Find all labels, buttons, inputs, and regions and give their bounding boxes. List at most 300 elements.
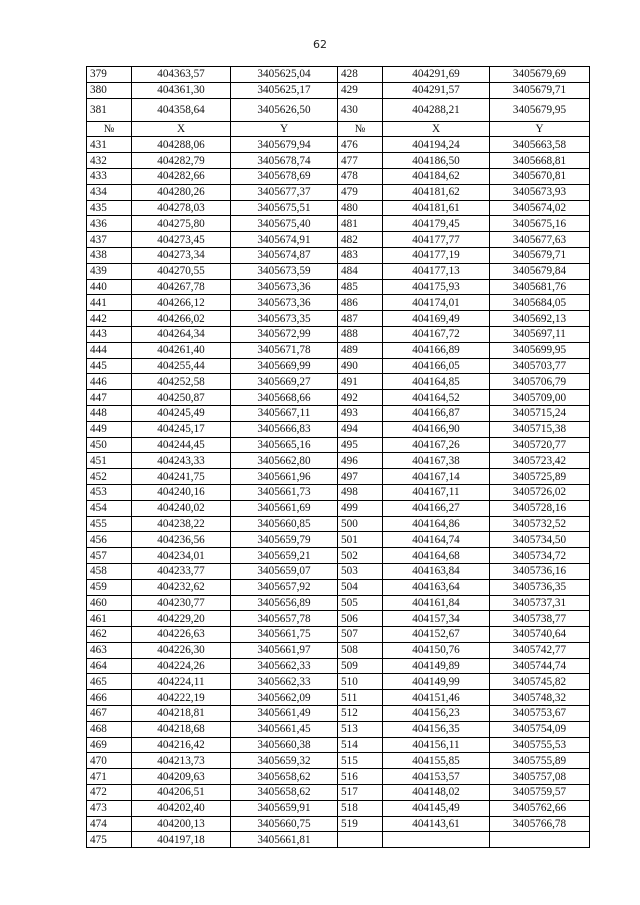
x-coordinate-cell: 404291,57 (383, 82, 490, 98)
y-coordinate-cell: 3405745,82 (490, 674, 590, 690)
point-number-cell: 474 (87, 816, 132, 832)
point-number-cell: 481 (338, 216, 383, 232)
y-coordinate-cell: 3405736,35 (490, 579, 590, 595)
x-coordinate-cell: 404213,73 (132, 753, 231, 769)
point-number-cell: 465 (87, 674, 132, 690)
point-number-cell: 445 (87, 358, 132, 374)
table-row (87, 627, 590, 643)
point-number-cell: 448 (87, 405, 132, 421)
x-coordinate-cell: 404177,19 (383, 247, 490, 263)
x-coordinate-cell: 404167,38 (383, 453, 490, 469)
y-coordinate-cell: 3405755,53 (490, 737, 590, 753)
x-coordinate-cell: 404206,51 (132, 785, 231, 801)
x-coordinate-cell: 404155,85 (383, 753, 490, 769)
x-coordinate-cell: 404280,26 (132, 184, 231, 200)
y-coordinate-cell: 3405679,71 (490, 82, 590, 98)
y-coordinate-cell: 3405759,57 (490, 785, 590, 801)
x-coordinate-cell: 404163,84 (383, 563, 490, 579)
y-coordinate-cell: 3405673,59 (231, 263, 338, 279)
x-coordinate-cell: 404261,40 (132, 342, 231, 358)
y-coordinate-cell: 3405669,27 (231, 374, 338, 390)
point-number-cell: 437 (87, 232, 132, 248)
y-coordinate-cell: 3405684,05 (490, 295, 590, 311)
point-number-cell: 466 (87, 690, 132, 706)
point-number-cell: 428 (338, 67, 383, 83)
point-number-cell: 487 (338, 311, 383, 327)
point-number-cell: 509 (338, 658, 383, 674)
point-number-cell: 450 (87, 437, 132, 453)
point-number-cell: 464 (87, 658, 132, 674)
y-coordinate-cell: 3405709,00 (490, 390, 590, 406)
table-row (87, 785, 590, 801)
point-number-cell: 456 (87, 532, 132, 548)
x-coordinate-cell: 404197,18 (132, 832, 231, 848)
y-coordinate-cell: 3405720,77 (490, 437, 590, 453)
table-row (87, 98, 590, 121)
y-coordinate-cell: 3405657,92 (231, 579, 338, 595)
x-coordinate-cell: 404166,89 (383, 342, 490, 358)
point-number-cell: 510 (338, 674, 383, 690)
table-row (87, 753, 590, 769)
y-coordinate-cell: 3405679,84 (490, 263, 590, 279)
point-number-cell: 471 (87, 769, 132, 785)
x-coordinate-cell: 404236,56 (132, 532, 231, 548)
y-coordinate-cell: 3405670,81 (490, 168, 590, 184)
point-number-cell: 433 (87, 168, 132, 184)
x-coordinate-cell: 404166,87 (383, 405, 490, 421)
y-coordinate-cell: 3405674,02 (490, 200, 590, 216)
x-coordinate-cell: 404150,76 (383, 642, 490, 658)
header-y-coordinate-cell: Y (231, 121, 338, 137)
y-coordinate-cell: 3405734,72 (490, 548, 590, 564)
y-coordinate-cell: 3405715,38 (490, 421, 590, 437)
point-number-cell: 379 (87, 67, 132, 83)
x-coordinate-cell: 404288,21 (383, 98, 490, 121)
x-coordinate-cell: 404361,30 (132, 82, 231, 98)
point-number-cell: 491 (338, 374, 383, 390)
x-coordinate-cell: 404266,02 (132, 311, 231, 327)
y-coordinate-cell: 3405672,99 (231, 326, 338, 342)
x-coordinate-cell: 404167,11 (383, 484, 490, 500)
y-coordinate-cell: 3405659,79 (231, 532, 338, 548)
x-coordinate-cell: 404175,93 (383, 279, 490, 295)
point-number-cell: 519 (338, 816, 383, 832)
point-number-cell: 380 (87, 82, 132, 98)
x-coordinate-cell: 404184,62 (383, 168, 490, 184)
x-coordinate-cell: 404229,20 (132, 611, 231, 627)
point-number-cell: 440 (87, 279, 132, 295)
x-coordinate-cell: 404264,34 (132, 326, 231, 342)
point-number-cell: 511 (338, 690, 383, 706)
x-coordinate-cell: 404209,63 (132, 769, 231, 785)
point-number-cell: 514 (338, 737, 383, 753)
y-coordinate-cell: 3405677,37 (231, 184, 338, 200)
point-number-cell: 452 (87, 469, 132, 485)
point-number-cell: 430 (338, 98, 383, 121)
table-row (87, 642, 590, 658)
point-number-cell: 478 (338, 168, 383, 184)
x-coordinate-cell: 404161,84 (383, 595, 490, 611)
x-coordinate-cell: 404166,90 (383, 421, 490, 437)
y-coordinate-cell: 3405659,32 (231, 753, 338, 769)
point-number-cell: 439 (87, 263, 132, 279)
x-coordinate-cell: 404143,61 (383, 816, 490, 832)
y-coordinate-cell: 3405674,87 (231, 247, 338, 263)
y-coordinate-cell: 3405675,40 (231, 216, 338, 232)
point-number-cell: 443 (87, 326, 132, 342)
y-coordinate-cell: 3405659,07 (231, 563, 338, 579)
y-coordinate-cell: 3405660,38 (231, 737, 338, 753)
point-number-cell: 503 (338, 563, 383, 579)
point-number-cell: 502 (338, 548, 383, 564)
x-coordinate-cell: 404233,77 (132, 563, 231, 579)
point-number-cell: 507 (338, 627, 383, 643)
x-coordinate-cell: 404163,64 (383, 579, 490, 595)
point-number-cell: 441 (87, 295, 132, 311)
point-number-cell: 498 (338, 484, 383, 500)
point-number-cell: 476 (338, 137, 383, 153)
point-number-cell: 488 (338, 326, 383, 342)
y-coordinate-cell: 3405744,74 (490, 658, 590, 674)
y-coordinate-cell: 3405661,75 (231, 627, 338, 643)
y-coordinate-cell: 3405662,33 (231, 658, 338, 674)
x-coordinate-cell: 404224,11 (132, 674, 231, 690)
y-coordinate-cell: 3405673,35 (231, 311, 338, 327)
table-row (87, 326, 590, 342)
x-coordinate-cell: 404152,67 (383, 627, 490, 643)
y-coordinate-cell: 3405671,78 (231, 342, 338, 358)
x-coordinate-cell: 404177,77 (383, 232, 490, 248)
y-coordinate-cell: 3405659,21 (231, 548, 338, 564)
x-coordinate-cell: 404238,22 (132, 516, 231, 532)
y-coordinate-cell: 3405675,51 (231, 200, 338, 216)
x-coordinate-cell: 404226,30 (132, 642, 231, 658)
y-coordinate-cell: 3405661,45 (231, 721, 338, 737)
point-number-cell: 447 (87, 390, 132, 406)
table-row (87, 153, 590, 169)
point-number-cell: 463 (87, 642, 132, 658)
y-coordinate-cell: 3405732,52 (490, 516, 590, 532)
x-coordinate-cell: 404149,99 (383, 674, 490, 690)
x-coordinate-cell: 404167,26 (383, 437, 490, 453)
y-coordinate-cell: 3405662,09 (231, 690, 338, 706)
y-coordinate-cell: 3405661,97 (231, 642, 338, 658)
x-coordinate-cell: 404181,61 (383, 200, 490, 216)
x-coordinate-cell: 404267,78 (132, 279, 231, 295)
table-row (87, 137, 590, 153)
x-coordinate-cell: 404291,69 (383, 67, 490, 83)
point-number-cell: 494 (338, 421, 383, 437)
x-coordinate-cell: 404266,12 (132, 295, 231, 311)
y-coordinate-cell: 3405661,69 (231, 500, 338, 516)
x-coordinate-cell: 404186,50 (383, 153, 490, 169)
point-number-cell: 486 (338, 295, 383, 311)
y-coordinate-cell: 3405669,99 (231, 358, 338, 374)
x-coordinate-cell: 404164,52 (383, 390, 490, 406)
x-coordinate-cell: 404151,46 (383, 690, 490, 706)
y-coordinate-cell: 3405715,24 (490, 405, 590, 421)
x-coordinate-cell: 404167,14 (383, 469, 490, 485)
point-number-cell: 483 (338, 247, 383, 263)
table-row (87, 816, 590, 832)
point-number-cell: 479 (338, 184, 383, 200)
point-number-cell: 442 (87, 311, 132, 327)
x-coordinate-cell: 404216,42 (132, 737, 231, 753)
table-row (87, 674, 590, 690)
y-coordinate-cell: 3405662,80 (231, 453, 338, 469)
y-coordinate-cell: 3405660,85 (231, 516, 338, 532)
point-number-cell (338, 832, 383, 848)
header-point-number-cell: № (338, 121, 383, 137)
table-row (87, 595, 590, 611)
table-row (87, 437, 590, 453)
point-number-cell: 496 (338, 453, 383, 469)
x-coordinate-cell: 404157,34 (383, 611, 490, 627)
x-coordinate-cell: 404275,80 (132, 216, 231, 232)
table-row (87, 67, 590, 83)
point-number-cell: 431 (87, 137, 132, 153)
y-coordinate-cell: 3405703,77 (490, 358, 590, 374)
table-row (87, 690, 590, 706)
y-coordinate-cell: 3405736,16 (490, 563, 590, 579)
table-row (87, 82, 590, 98)
x-coordinate-cell (383, 832, 490, 848)
y-coordinate-cell: 3405666,83 (231, 421, 338, 437)
table-row (87, 563, 590, 579)
y-coordinate-cell: 3405659,91 (231, 800, 338, 816)
x-coordinate-cell: 404164,85 (383, 374, 490, 390)
point-number-cell: 472 (87, 785, 132, 801)
y-coordinate-cell: 3405673,36 (231, 295, 338, 311)
y-coordinate-cell: 3405734,50 (490, 532, 590, 548)
y-coordinate-cell: 3405679,95 (490, 98, 590, 121)
y-coordinate-cell: 3405674,91 (231, 232, 338, 248)
x-coordinate-cell: 404177,13 (383, 263, 490, 279)
point-number-cell: 381 (87, 98, 132, 121)
table-row (87, 579, 590, 595)
x-coordinate-cell: 404181,62 (383, 184, 490, 200)
y-coordinate-cell: 3405742,77 (490, 642, 590, 658)
table-row (87, 374, 590, 390)
x-coordinate-cell: 404145,49 (383, 800, 490, 816)
table-row (87, 342, 590, 358)
point-number-cell: 518 (338, 800, 383, 816)
header-x-coordinate-cell: X (383, 121, 490, 137)
point-number-cell: 461 (87, 611, 132, 627)
y-coordinate-cell: 3405668,81 (490, 153, 590, 169)
point-number-cell: 467 (87, 706, 132, 722)
y-coordinate-cell: 3405699,95 (490, 342, 590, 358)
y-coordinate-cell: 3405738,77 (490, 611, 590, 627)
point-number-cell: 497 (338, 469, 383, 485)
point-number-cell: 480 (338, 200, 383, 216)
y-coordinate-cell: 3405661,73 (231, 484, 338, 500)
x-coordinate-cell: 404156,35 (383, 721, 490, 737)
x-coordinate-cell: 404164,86 (383, 516, 490, 532)
table-row (87, 232, 590, 248)
x-coordinate-cell: 404200,13 (132, 816, 231, 832)
point-number-cell: 477 (338, 153, 383, 169)
x-coordinate-cell: 404282,79 (132, 153, 231, 169)
table-row (87, 516, 590, 532)
point-number-cell: 484 (338, 263, 383, 279)
y-coordinate-cell: 3405692,13 (490, 311, 590, 327)
point-number-cell: 499 (338, 500, 383, 516)
y-coordinate-cell: 3405706,79 (490, 374, 590, 390)
y-coordinate-cell: 3405660,75 (231, 816, 338, 832)
coordinates-table (86, 66, 590, 848)
table-row (87, 263, 590, 279)
table-row (87, 247, 590, 263)
table-row (87, 295, 590, 311)
point-number-cell: 438 (87, 247, 132, 263)
x-coordinate-cell: 404164,68 (383, 548, 490, 564)
point-number-cell: 470 (87, 753, 132, 769)
x-coordinate-cell: 404273,45 (132, 232, 231, 248)
y-coordinate-cell: 3405755,89 (490, 753, 590, 769)
point-number-cell: 459 (87, 579, 132, 595)
coordinates-table-body (87, 67, 590, 848)
table-row (87, 769, 590, 785)
point-number-cell: 458 (87, 563, 132, 579)
y-coordinate-cell: 3405697,11 (490, 326, 590, 342)
point-number-cell: 455 (87, 516, 132, 532)
x-coordinate-cell: 404255,44 (132, 358, 231, 374)
y-coordinate-cell: 3405658,62 (231, 769, 338, 785)
point-number-cell: 436 (87, 216, 132, 232)
table-row (87, 200, 590, 216)
y-coordinate-cell: 3405679,94 (231, 137, 338, 153)
x-coordinate-cell: 404167,72 (383, 326, 490, 342)
y-coordinate-cell: 3405757,08 (490, 769, 590, 785)
point-number-cell: 432 (87, 153, 132, 169)
point-number-cell: 457 (87, 548, 132, 564)
table-row (87, 184, 590, 200)
table-row (87, 706, 590, 722)
point-number-cell: 444 (87, 342, 132, 358)
x-coordinate-cell: 404224,26 (132, 658, 231, 674)
table-row (87, 216, 590, 232)
point-number-cell: 468 (87, 721, 132, 737)
y-coordinate-cell: 3405663,58 (490, 137, 590, 153)
point-number-cell: 473 (87, 800, 132, 816)
x-coordinate-cell: 404218,68 (132, 721, 231, 737)
point-number-cell: 449 (87, 421, 132, 437)
table-row (87, 405, 590, 421)
table-row (87, 532, 590, 548)
x-coordinate-cell: 404278,03 (132, 200, 231, 216)
y-coordinate-cell: 3405726,02 (490, 484, 590, 500)
y-coordinate-cell: 3405673,36 (231, 279, 338, 295)
point-number-cell: 446 (87, 374, 132, 390)
table-row (87, 453, 590, 469)
point-number-cell: 485 (338, 279, 383, 295)
point-number-cell: 512 (338, 706, 383, 722)
point-number-cell: 462 (87, 627, 132, 643)
table-row (87, 168, 590, 184)
point-number-cell: 505 (338, 595, 383, 611)
y-coordinate-cell: 3405625,04 (231, 67, 338, 83)
y-coordinate-cell: 3405662,33 (231, 674, 338, 690)
point-number-cell: 435 (87, 200, 132, 216)
table-row (87, 390, 590, 406)
point-number-cell: 469 (87, 737, 132, 753)
y-coordinate-cell: 3405656,89 (231, 595, 338, 611)
y-coordinate-cell: 3405667,11 (231, 405, 338, 421)
x-coordinate-cell: 404240,02 (132, 500, 231, 516)
point-number-cell: 515 (338, 753, 383, 769)
y-coordinate-cell: 3405679,71 (490, 247, 590, 263)
x-coordinate-cell: 404166,05 (383, 358, 490, 374)
y-coordinate-cell: 3405725,89 (490, 469, 590, 485)
y-coordinate-cell: 3405723,42 (490, 453, 590, 469)
point-number-cell: 516 (338, 769, 383, 785)
x-coordinate-cell: 404156,23 (383, 706, 490, 722)
point-number-cell: 508 (338, 642, 383, 658)
point-number-cell: 429 (338, 82, 383, 98)
x-coordinate-cell: 404363,57 (132, 67, 231, 83)
y-coordinate-cell: 3405658,62 (231, 785, 338, 801)
table-header-row (87, 121, 590, 137)
table-row (87, 832, 590, 848)
table-row (87, 358, 590, 374)
point-number-cell: 460 (87, 595, 132, 611)
x-coordinate-cell: 404166,27 (383, 500, 490, 516)
y-coordinate-cell: 3405754,09 (490, 721, 590, 737)
x-coordinate-cell: 404218,81 (132, 706, 231, 722)
point-number-cell: 492 (338, 390, 383, 406)
y-coordinate-cell: 3405766,78 (490, 816, 590, 832)
x-coordinate-cell: 404202,40 (132, 800, 231, 816)
y-coordinate-cell: 3405681,76 (490, 279, 590, 295)
table-row (87, 311, 590, 327)
y-coordinate-cell (490, 832, 590, 848)
point-number-cell: 454 (87, 500, 132, 516)
table-row (87, 421, 590, 437)
x-coordinate-cell: 404179,45 (383, 216, 490, 232)
x-coordinate-cell: 404149,89 (383, 658, 490, 674)
point-number-cell: 513 (338, 721, 383, 737)
x-coordinate-cell: 404230,77 (132, 595, 231, 611)
y-coordinate-cell: 3405661,81 (231, 832, 338, 848)
header-point-number-cell: № (87, 121, 132, 137)
point-number-cell: 500 (338, 516, 383, 532)
y-coordinate-cell: 3405748,32 (490, 690, 590, 706)
table-row (87, 469, 590, 485)
y-coordinate-cell: 3405737,31 (490, 595, 590, 611)
x-coordinate-cell: 404153,57 (383, 769, 490, 785)
x-coordinate-cell: 404164,74 (383, 532, 490, 548)
y-coordinate-cell: 3405661,49 (231, 706, 338, 722)
point-number-cell: 453 (87, 484, 132, 500)
point-number-cell: 501 (338, 532, 383, 548)
table-row (87, 658, 590, 674)
x-coordinate-cell: 404273,34 (132, 247, 231, 263)
y-coordinate-cell: 3405668,66 (231, 390, 338, 406)
x-coordinate-cell: 404358,64 (132, 98, 231, 121)
y-coordinate-cell: 3405625,17 (231, 82, 338, 98)
x-coordinate-cell: 404243,33 (132, 453, 231, 469)
x-coordinate-cell: 404270,55 (132, 263, 231, 279)
page-number: 62 (313, 38, 327, 51)
point-number-cell: 493 (338, 405, 383, 421)
x-coordinate-cell: 404241,75 (132, 469, 231, 485)
table-row (87, 500, 590, 516)
x-coordinate-cell: 404282,66 (132, 168, 231, 184)
y-coordinate-cell: 3405626,50 (231, 98, 338, 121)
table-row (87, 721, 590, 737)
table-row (87, 611, 590, 627)
